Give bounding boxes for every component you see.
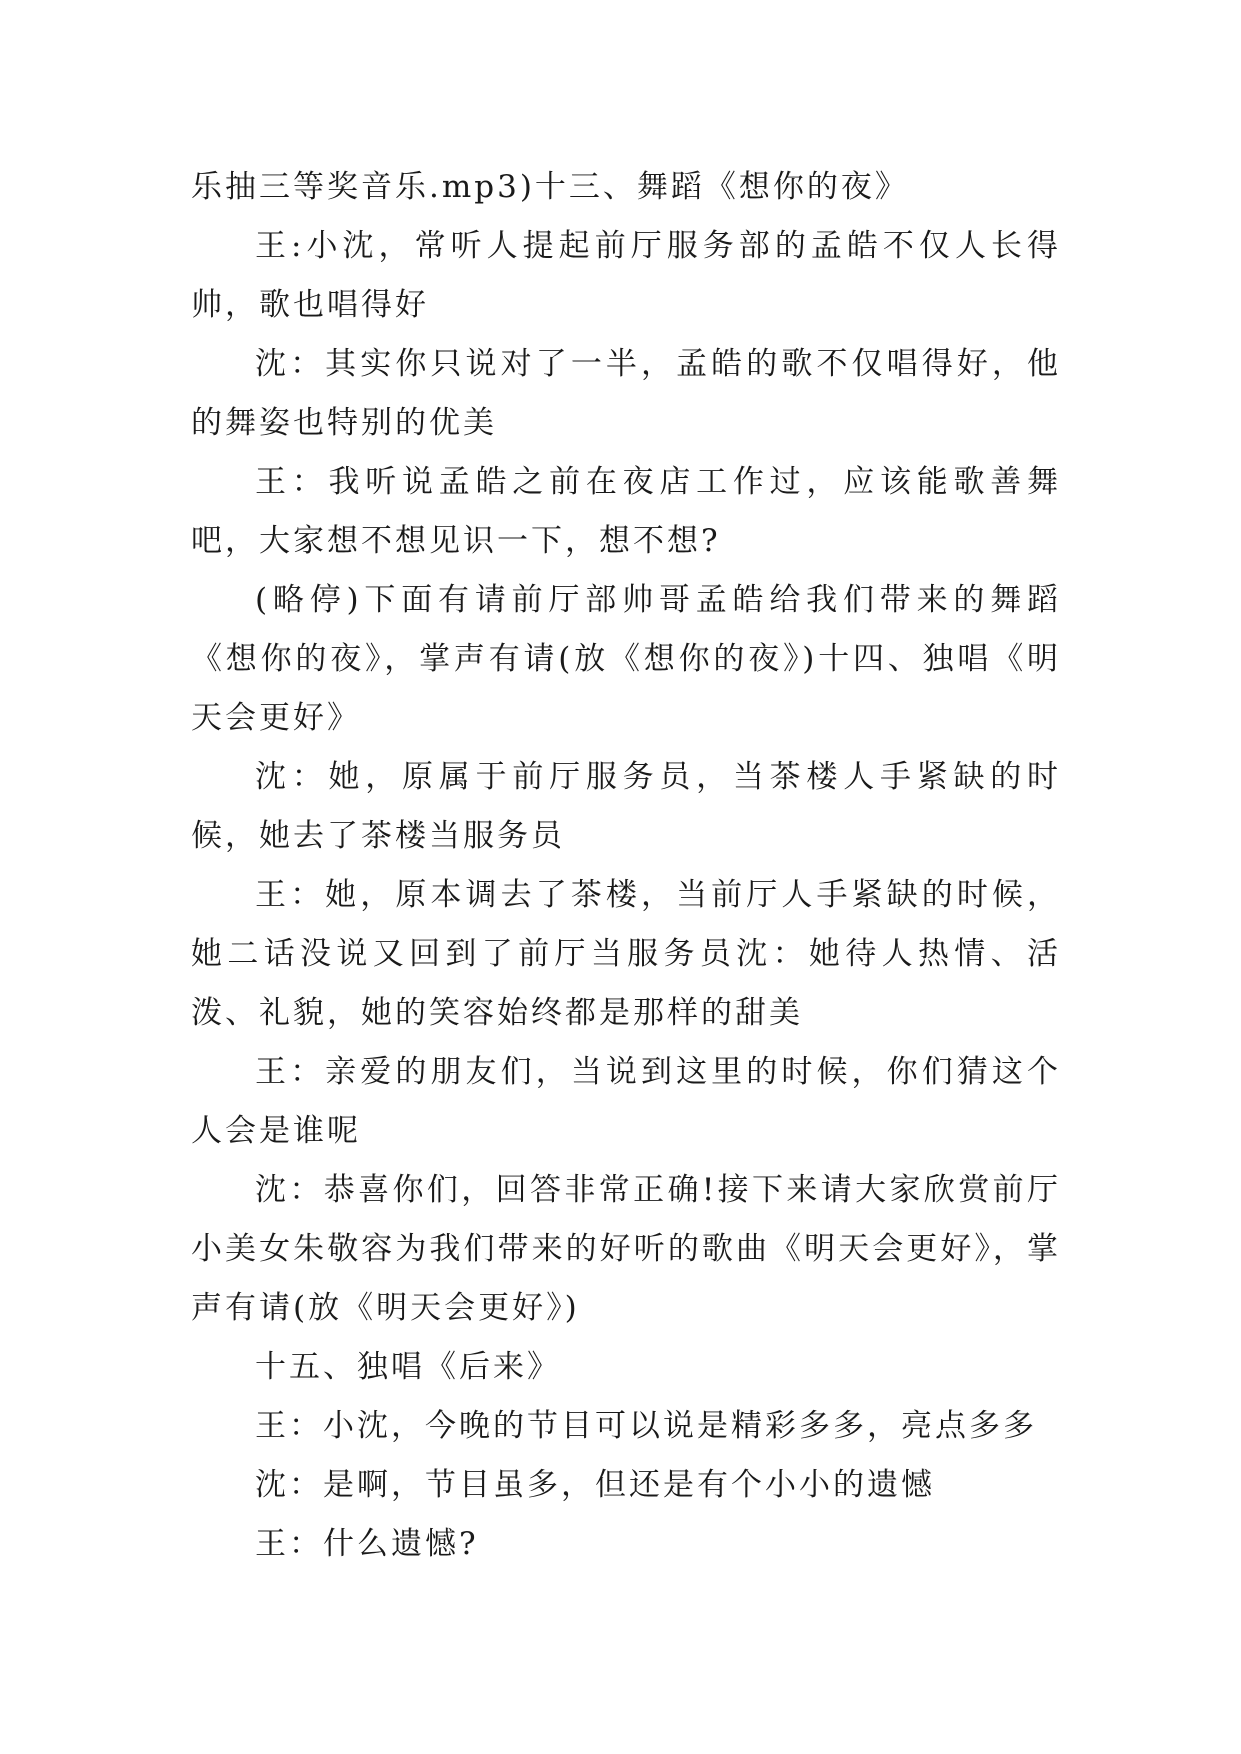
paragraph-dialogue: 王:小沈，常听人提起前厅服务部的孟皓不仅人长得帅，歌也唱得好	[191, 228, 1061, 323]
paragraph-dialogue: 王：我听说孟皓之前在夜店工作过，应该能歌善舞吧，大家想不想见识一下，想不想?	[191, 464, 1061, 559]
paragraph-dialogue: 王：她，原本调去了茶楼，当前厅人手紧缺的时候，她二话没说又回到了前厅当服务员沈：她待人热情、活泼、礼貌，她的笑容始终都是那样的甜美	[191, 877, 1061, 1031]
document-body	[191, 158, 1061, 1574]
paragraph-dialogue: 沈：她，原属于前厅服务员，当茶楼人手紧缺的时候，她去了茶楼当服务员	[191, 759, 1061, 854]
paragraph-dialogue: (略停)下面有请前厅部帅哥孟皓给我们带来的舞蹈《想你的夜》，掌声有请(放《想你的夜》)十四、独唱《明天会更好》	[191, 582, 1061, 736]
paragraph-dialogue: 王：什么遗憾?	[255, 1526, 479, 1562]
paragraph-continuation: 乐抽三等奖音乐.mp3)十三、舞蹈《想你的夜》	[191, 169, 909, 205]
paragraph-dialogue: 沈：恭喜你们，回答非常正确!接下来请大家欣赏前厅小美女朱敬容为我们带来的好听的歌曲《明天会更好》，掌声有请(放《明天会更好》)	[191, 1172, 1061, 1326]
paragraph-dialogue: 沈：其实你只说对了一半，孟皓的歌不仅唱得好，他的舞姿也特别的优美	[191, 346, 1061, 441]
paragraph-dialogue: 王：亲爱的朋友们，当说到这里的时候，你们猜这个人会是谁呢	[191, 1054, 1061, 1149]
section-heading: 十五、独唱《后来》	[255, 1349, 561, 1385]
paragraph-dialogue: 沈：是啊，节目虽多，但还是有个小小的遗憾	[255, 1467, 935, 1503]
paragraph-dialogue: 王：小沈，今晚的节目可以说是精彩多多，亮点多多	[255, 1408, 1037, 1444]
